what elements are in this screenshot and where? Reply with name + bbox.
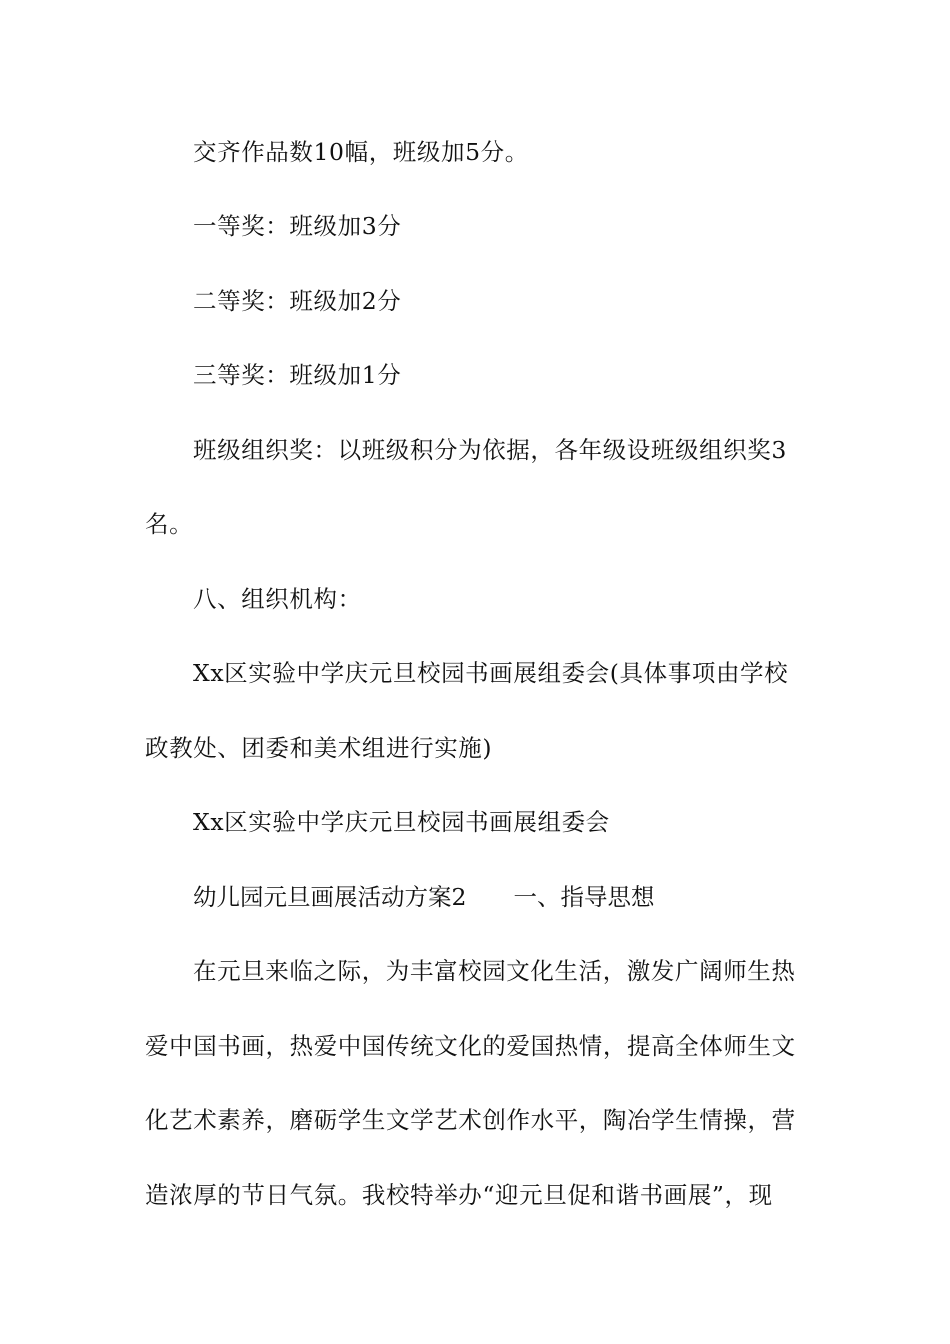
text-line: 幼儿园元旦画展活动方案2 一、指导思想 (193, 883, 655, 911)
text-line: 一等奖：班级加3分 (193, 212, 402, 240)
text-line: 造浓厚的节日气氛。我校特举办“迎元旦促和谐书画展”，现 (145, 1181, 773, 1209)
text-line: Xx区实验中学庆元旦校园书画展组委会 (193, 808, 610, 836)
text-line: 二等奖：班级加2分 (193, 287, 402, 315)
section-heading: 八、组织机构： (193, 585, 362, 613)
text-line: 交齐作品数10幅，班级加5分。 (193, 138, 529, 166)
text-line: 班级组织奖：以班级积分为依据，各年级设班级组织奖3 (193, 436, 787, 464)
text-line: 政教处、团委和美术组进行实施) (145, 734, 493, 762)
text-line: Xx区实验中学庆元旦校园书画展组委会(具体事项由学校 (193, 659, 789, 687)
text-line: 在元旦来临之际，为丰富校园文化生活，激发广阔师生热 (193, 957, 796, 985)
text-line: 爱中国书画，热爱中国传统文化的爱国热情，提高全体师生文 (145, 1032, 796, 1060)
text-line: 三等奖：班级加1分 (193, 361, 402, 389)
text-line: 化艺术素养，磨砺学生文学艺术创作水平，陶冶学生情操，营 (145, 1106, 796, 1134)
text-line: 名。 (145, 510, 194, 538)
